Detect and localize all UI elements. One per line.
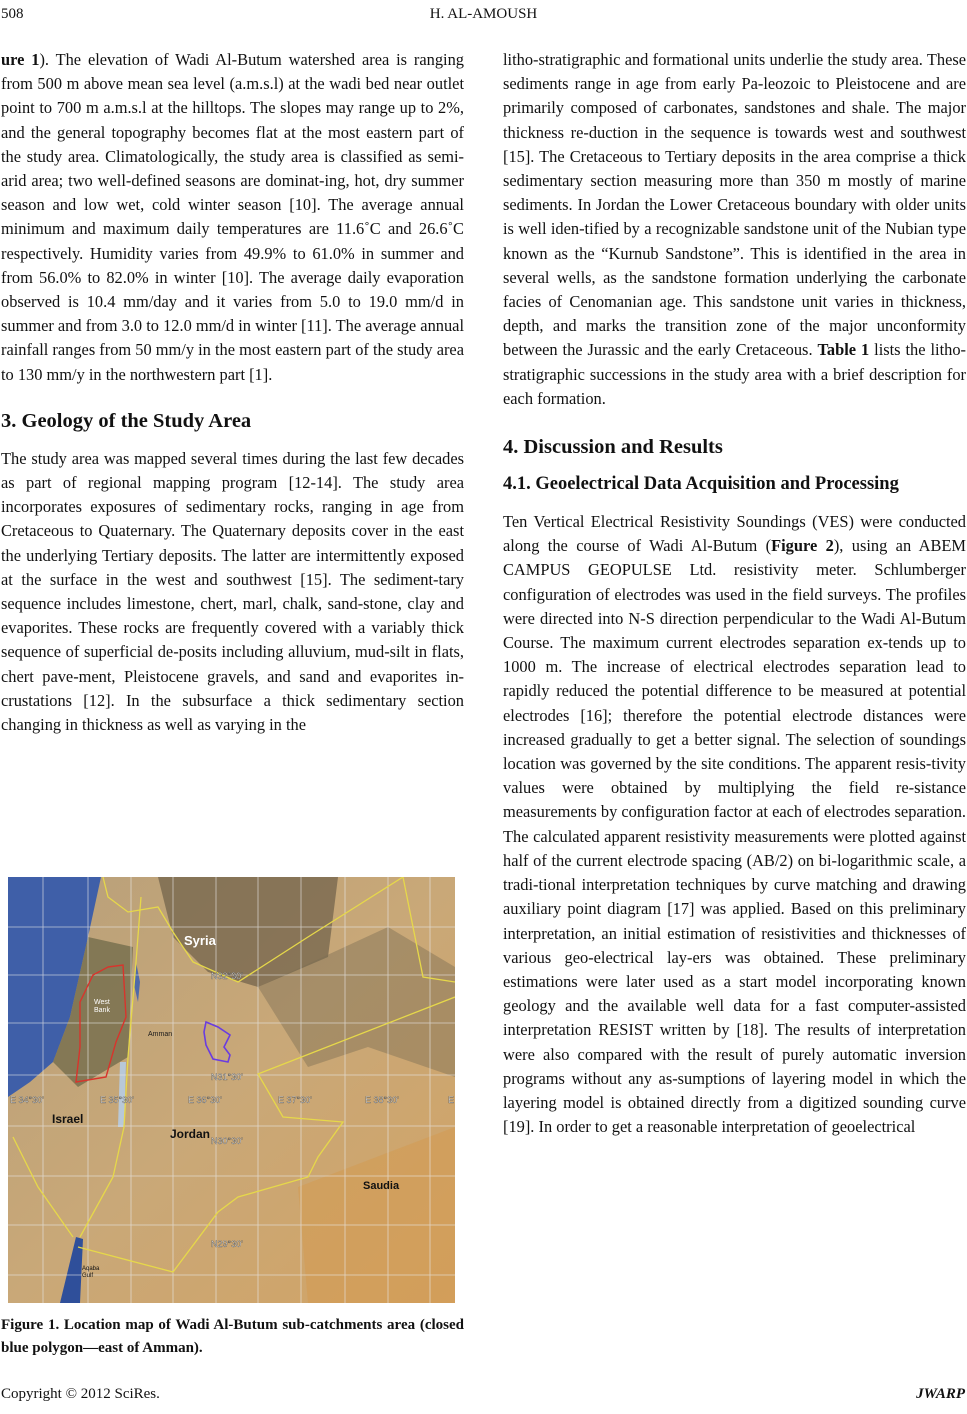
label-jordan: Jordan [170, 1127, 211, 1141]
lon-label: E 38°30' [365, 1095, 399, 1105]
paragraph-text: Ten Vertical Electrical Resistivity Soundings (VES) were conducted along the course of Wadi Al-Butum ( [503, 512, 966, 556]
figure-1-caption: Figure 1. Location map of Wadi Al-Butum sub-catchments area (closed blue polygon—east of Amman). [1, 1317, 464, 1356]
running-head-author: H. AL-AMOUSH [429, 6, 538, 22]
page-number: 508 [1, 6, 24, 22]
lat-label: N30°30' [211, 1136, 243, 1146]
figure-ref[interactable]: Figure 2 [771, 536, 834, 556]
label-syria: Syria [184, 933, 216, 948]
section-heading-discussion: 4. Discussion and Results [503, 436, 723, 459]
copyright: Copyright © 2012 SciRes. [1, 1386, 160, 1402]
paragraph-text: litho-stratigraphic and formational units underlie the study area. These sediments range in age from early Pa-leozoic to Pleistocene and are primarily composed of carbonates, sandstones and shale. The major thickness re-duction in the sequence is towards west and southwest [15]. The Cretaceous to Tertiary deposits in the area comprise a thick sedimentary section measuring more than 350 m mostly of marine sediments. In Jordan the Lower Cretaceous boundary with older units is well iden-tified by a recognizable sandstone unit of the Nubian type known as the “Kurnub Sandstone”. This is identified in the area in several wells, as the sandstone formation underlying the carbonate facies of Cenomanian age. This sandstone unit varies in thickness, depth, and marks the transition zone of the major unconformity between the Jurassic and the early Cretaceous. [503, 50, 966, 360]
lon-label: E 36°30' [188, 1095, 222, 1105]
paragraph-climate [1, 48, 464, 387]
lat-label: N31°30' [211, 1072, 243, 1082]
lat-label: N32°30' [211, 971, 243, 981]
paragraph-ves [503, 510, 966, 1139]
figure-1-location-map [8, 877, 455, 1303]
paragraph-stratigraphy [503, 48, 966, 411]
running-head [0, 6, 967, 26]
label-west-bank: West [94, 999, 110, 1006]
paragraph-text: ). The elevation of Wadi Al-Butum watershed area is ranging from 500 m above mean sea level (a.m.s.l) at the wadi bed near outlet point to 700 m a.m.s.l at the hilltops. The slopes may range up to 2%, and the general topography becomes flat at the most eastern part of the study area. Climatologically, the study area is classified as semi-arid area; two well-defined seasons are dominat-ing, hot, dry summer season and low wet, cold winter season [10]. The average annual minimum and maximum daily temperatures are 11.6˚C and 26.6˚C respectively. Humidity varies from 49.9% to 61.0% in summer and from 56.0% to 82.0% in winter [10]. The average daily evaporation observed is 10.4 mm/day and it varies from 5.0 to 19.0 mm/d in summer and from 3.0 to 12.0 mm/d in winter [11]. The average annual rainfall ranges from 50 mm/y in the most eastern part of the study area to 130 mm/y in the northwestern part [1]. [1, 50, 464, 384]
paragraph-text: lists the litho-stratigraphic successions in the study area with a brief description for each formation. [503, 340, 966, 408]
label-west-bank: Bank [94, 1007, 110, 1014]
section-heading-geology: 3. Geology of the Study Area [1, 409, 252, 432]
lon-label: E 37°30' [278, 1095, 312, 1105]
location-map-image [8, 877, 455, 1303]
lat-label: N29°30' [211, 1239, 243, 1249]
label-aqaba-gulf: Gulf [82, 1273, 94, 1279]
paragraph-geology: The study area was mapped several times during the last few decades as part of regional mapping program [12-14]. The study area incorporates exposures of sedimentary rocks, ranging in age from Cretaceous to Quaternary. The Quaternary deposits cover in the east the underlying Tertiary deposits. The latter are intermittently exposed at the surface in the west and southwest [15]. The sediment-tary sequence includes limestone, chert, marl, chalk, sand-stone, clay and evaporites. These rocks are frequently covered with a variably thick sequence of superficial de-posits including alluvium, mud-silt in flats, chert pave-ment, Pleistocene gravels, and sand and evaporites in-crustations [12]. In the subsurface a thick sedimentary section changing in thickness as well as varying in the [1, 448, 464, 735]
table-ref[interactable]: Table 1 [817, 340, 870, 360]
right-column [503, 48, 966, 1139]
label-aqaba-gulf: Aqaba [82, 1266, 100, 1272]
subsection-heading-geoelectrical: 4.1. Geoelectrical Data Acquisition and Processing [503, 474, 899, 495]
label-israel: Israel [52, 1112, 84, 1126]
left-column [1, 48, 464, 737]
label-saudia: Saudia [363, 1180, 400, 1192]
journal-abbrev: JWARP [916, 1386, 965, 1402]
lon-label: E 35°30' [100, 1095, 134, 1105]
lon-label: E [448, 1095, 455, 1105]
figure-ref[interactable]: ure 1 [1, 50, 40, 69]
paragraph-text: ), using an ABEM CAMPUS GEOPULSE Ltd. resistivity meter. Schlumberger configuration of electrodes was used in the field surveys. The profiles were directed into N-S direction perpendicular to the Wadi Al-Butum Course. The maximum current electrodes separation ex-tends up to 1000 m. The increase of electrical electrodes separation lead to rapidly reduced the potential difference to be measured at potential electrodes [16]; therefore the potential electrode distances were increased gradually to get a better signal. The selection of soundings location was governed by the site conditions. The apparent resis-tivity values were obtained by multiplying the field re-sistance measurements by configuration factor at each of electrodes separation. The calculated apparent resistivity measurements were plotted against half of the current electrode spacing (AB/2) on bi-logarithmic scale, a tradi-tional interpretation techniques by curve matching and drawing auxiliary point diagram [17] was applied. Based on this preliminary interpretation, an initial estimation of resistivities and thicknesses of various geo-electrical lay-ers was obtained. These preliminary estimations were later used as a start model incorporating known geology and the available well data for a fast computer-assisted interpretation RESIST written by [18]. The results of interpretation were also compared with the result of purely automatic inversion programs without any as-sumptions of layering model in which the layering model is obtained directly from a digitized sounding curve [19]. In order to get a reasonable interpretation of geoelectrical [503, 536, 966, 1137]
lon-label: E 34°30' [10, 1095, 44, 1105]
label-amman: Amman [148, 1031, 173, 1038]
